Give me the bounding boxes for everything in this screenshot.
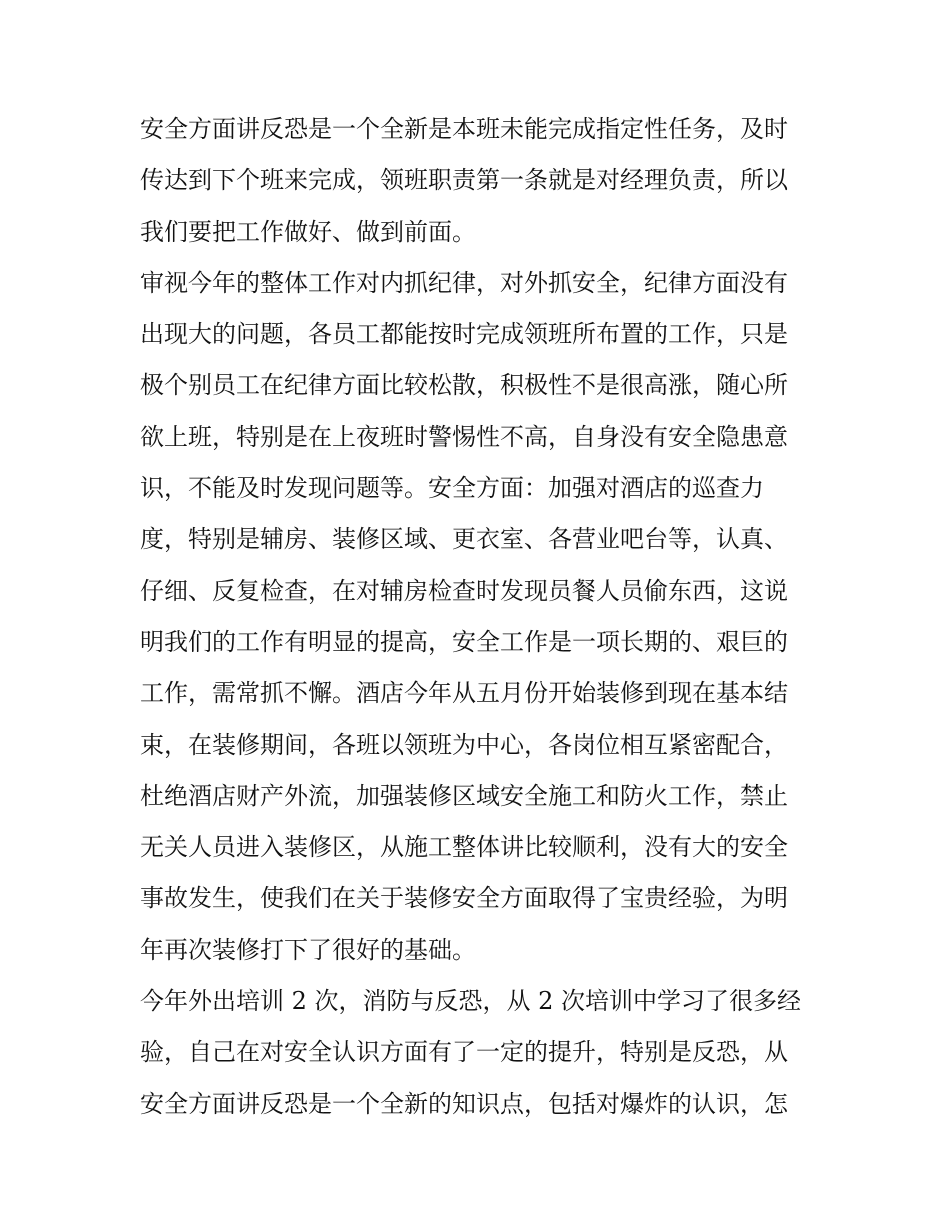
text-line: 欲上班，特别是在上夜班时警惕性不高，自身没有安全隐患意 <box>140 422 788 451</box>
text-line: 极个别员工在纪律方面比较松散，积极性不是很高涨，随心所 <box>140 371 788 400</box>
text-line: 年再次装修打下了很好的基础。 <box>140 935 476 964</box>
text-line: 传达到下个班来完成，领班职责第一条就是对经理负责，所以 <box>140 166 788 195</box>
text-line: 出现大的问题，各员工都能按时完成领班所布置的工作，只是 <box>140 320 788 349</box>
text-line: 安全方面讲反恐是一个全新是本班未能完成指定性任务，及时 <box>140 115 788 143</box>
text-line: 我们要把工作做好、做到前面。 <box>140 217 476 246</box>
text-line: 今年外出培训 2 次，消防与反恐，从 2 次培训中学习了很多经 <box>140 987 802 1016</box>
text-line: 识，不能及时发现问题等。安全方面：加强对酒店的巡查力 <box>140 474 764 503</box>
text-line: 束，在装修期间，各班以领班为中心，各岗位相互紧密配合， <box>140 730 788 759</box>
text-line: 验，自己在对安全认识方面有了一定的提升，特别是反恐，从 <box>140 1038 788 1067</box>
text-line: 安全方面讲反恐是一个全新的知识点，包括对爆炸的认识，怎 <box>140 1089 788 1118</box>
document-body <box>140 104 830 1130</box>
text-line: 审视今年的整体工作对内抓纪律，对外抓安全，纪律方面没有 <box>140 268 788 297</box>
text-line: 杜绝酒店财产外流，加强装修区域安全施工和防火工作，禁止 <box>140 781 788 810</box>
text-line: 仔细、反复检查，在对辅房检查时发现员餐人员偷东西，这说 <box>140 576 788 605</box>
text-line: 度，特别是辅房、装修区域、更衣室、各营业吧台等，认真、 <box>140 525 788 554</box>
text-line: 明我们的工作有明显的提高，安全工作是一项长期的、艰巨的 <box>140 627 788 656</box>
text-line: 无关人员进入装修区，从施工整体讲比较顺利，没有大的安全 <box>140 833 788 862</box>
text-line: 工作，需常抓不懈。酒店今年从五月份开始装修到现在基本结 <box>140 679 788 708</box>
text-line: 事故发生，使我们在关于装修安全方面取得了宝贵经验，为明 <box>140 884 788 913</box>
